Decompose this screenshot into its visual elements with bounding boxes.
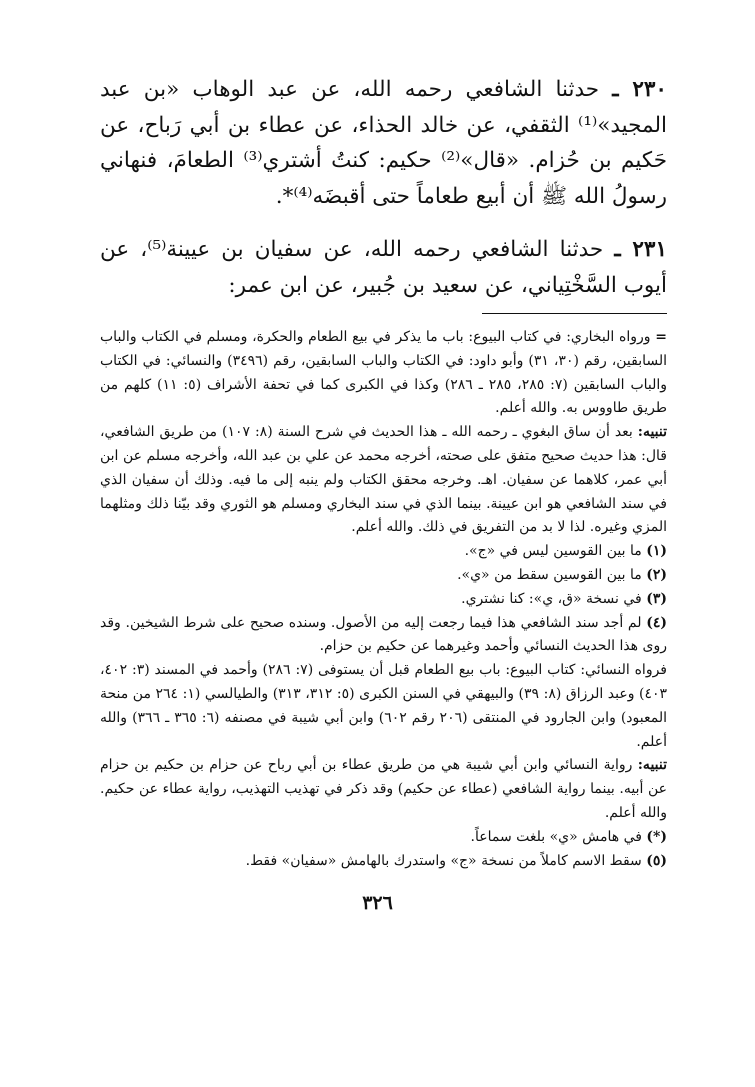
footnote-marker: تنبيه: [637, 424, 668, 441]
footnote-separator [482, 313, 667, 314]
footnote-2 [100, 564, 667, 588]
footnote-text: بعد أن ساق البغوي ـ رحمه الله ـ هذا الحديث في شرح السنة (٨: ١٠٧) من طريق الشافعي، قال: هذا حديث صحيح متفق على صحته، أخرجه محمد عن علي بن عبد الله، وأخرجه مسلم عن ابن أبي عمر، كلاهما عن سفيان. اهـ. وخرجه محقق الكتاب ولم ينبه إلى ما فيه. وذلك أن سفيان الذي في سند الشافعي هو ابن عيينة. بينما الذي في سند البخاري ومسلم هو الثوري وقد بيّنا ذلك ومثلهما المزي وغيره. لذا لا بد من التفريق في ذلك. والله أعلم. [100, 424, 667, 536]
footnote-marker: (٣) [646, 590, 667, 607]
footnote-marker: (٤) [646, 614, 667, 631]
hadith-230 [100, 72, 667, 214]
footnote-text: فرواه النسائي: كتاب البيوع: باب بيع الطعام قبل أن يستوفى (٧: ٢٨٦) وأحمد في المسند (٣: ٤٠٢، ٤٠٣) وعبد الرزاق (٨: ٣٩) والبيهقي في السنن الكبرى (٥: ٣١٢، ٣١٣) والطيالسي (١: ٢٦٤ من منحة المعبود) وابن الجارود في المنتقى (٢٠٦ رقم ٦٠٢) وابن أبي شيبة في مصنفه (٦: ٣٦٥ ـ ٣٦٦) والله أعلم. [100, 662, 668, 750]
hadith-number: ٢٣١ ـ [614, 237, 667, 262]
footnote-text: رواية النسائي وابن أبي شيبة هي من طريق عطاء بن أبي رباح عن حزام بن حكيم بن حزام عن أبيه. بينما رواية الشافعي (عطاء عن حكيم) وقد ذكر في تهذيب التهذيب، رواية عطاء عن حكيم. والله أعلم. [100, 757, 667, 821]
footnote-remark-2 [100, 754, 667, 825]
hadith-text: حدثنا الشافعي رحمه الله، عن عبد الوهاب «بن عبد المجيد»⁽¹⁾ الثقفي، عن خالد الحذاء، عن عطاء بن أبي رَباح، عن حَكيم بن حُزام. «قال»⁽²⁾ حكيم: كنتُ أشتري⁽³⁾ الطعامَ، فنهاني رسولُ الله ﷺ أن أبيع طعاماً حتى أقبضَه⁽⁴⁾*. [100, 77, 668, 209]
footnote-text: ما بين القوسين سقط من «ي». [457, 566, 642, 583]
footnote-marker: (١) [646, 543, 667, 560]
footnote-text: ما بين القوسين ليس في «ج». [464, 543, 642, 560]
footnote-marker: (*) [646, 828, 667, 845]
footnote-remark [100, 421, 667, 540]
footnote-4-sources [100, 659, 667, 754]
footnote-text: سقط الاسم كاملاً من نسخة «ج» واستدرك بالهامش «سفيان» فقط. [245, 852, 642, 869]
footnote-4 [100, 612, 667, 660]
footnote-text: لم أجد سند الشافعي هذا فيما رجعت إليه من الأصول. وسنده صحيح على شرط الشيخين. وقد روى هذا الحديث النسائي وأحمد وغيرهما عن حكيم بن حزام. [100, 614, 667, 655]
page-number: ٣٢٦ [362, 892, 393, 914]
footnote-marker: = [655, 329, 668, 345]
footnote-3 [100, 588, 667, 612]
footnote-marker: (٥) [646, 852, 667, 869]
footnotes [100, 326, 667, 873]
hadith-231 [100, 232, 667, 303]
footnote-1 [100, 540, 667, 564]
footnote-text: في هامش «ي» بلغت سماعاً. [470, 828, 642, 845]
footnote-star [100, 826, 667, 850]
hadith-text: حدثنا الشافعي رحمه الله، عن سفيان بن عيينة⁽⁵⁾، عن أيوب السَّخْتِياني، عن سعيد بن جُبير، عن ابن عمر: [100, 237, 667, 298]
footnote-continuation [100, 326, 667, 421]
hadith-number: ٢٣٠ ـ [612, 77, 667, 102]
footnote-5 [100, 850, 667, 874]
footnote-marker: تنبيه: [637, 757, 668, 774]
footnote-marker: (٢) [646, 566, 667, 583]
footnote-text: في نسخة «ق، ي»: كنا نشتري. [461, 590, 642, 607]
footnote-text: ورواه البخاري: في كتاب البيوع: باب ما يذكر في بيع الطعام والحكرة، ومسلم في الكتاب والباب السابقين، رقم (٣٠، ٣١) وأبو داود: في الكتاب والباب السابقين، رقم (٣٤٩٦) والنسائي: في الكتاب والباب السابقين (٧: ٢٨٥، ٢٨٥ ـ ٢٨٦) وكذا في الكبرى كما في تحفة الأشراف (٥: ١١) كلهم من طريق طاووس به. والله أعلم. [100, 329, 668, 417]
